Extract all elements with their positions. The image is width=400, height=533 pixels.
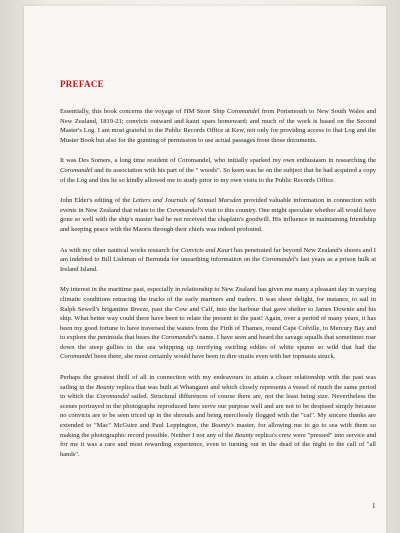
text-run: It was Des Somers, a long time resident of Coromandel, who initially sparked my own enthusiasm in researching the [60,157,376,165]
italic-title-text: Coromandel's [161,334,198,342]
paragraph [60,107,376,145]
text-run: As with my other nautical works research for [60,246,181,254]
page-content [60,16,376,459]
paragraph [60,285,376,362]
italic-title-text: Coromandel's [262,256,299,264]
italic-title-text: Letters and Journals of Samuel Marsden [132,197,242,205]
paragraph [60,156,376,185]
page-title: PREFACE [60,79,104,89]
text-run: master, for allowing me to go to sea with them so making the photographic record possible. Neither I nor any of the [60,422,377,439]
book-page [24,6,386,533]
italic-title-text: Coromandel's [166,206,204,214]
text-run: Essentially, this book concerns the voyage of HM Store Ship [60,108,227,115]
page-number: 1 [372,502,376,510]
italic-title-text: Bounty's [211,422,234,430]
text-run: John Elder's editing of the [60,197,133,205]
text-run: , past the Cow and Calf, into the harbour that gave shelter to James Downie and his ship. What better way could there have been to relate the present to the past! Again, over a period of many years, it has been my good fortune to have traversed the waters from the Firth of Thames, round Cape Colville, to Mercury Bay and to explore the peninsula that bears the [60,305,376,342]
paragraph [60,196,376,234]
italic-title-text: Coromandel [60,166,93,174]
text-run: from Portsmouth to New South Wales and New Zealand, 1819-21; convicts outward and kauri spars homeward; and much of the work is based on the Second Master's Log. I am most grateful to the Public Records Office at Kew, not only for providing access to that Log and the Muster Book but also for the granting of permission to use actual passages from those documents. [60,108,376,144]
text-run: My interest in the maritime past, especially in relationship to New Zealand has given me many a pleasant day in varying climatic conditions retracing the tracks of the early mariners and traders. It was sheer delight, for instance, to sail in Ralph Sewell's brigantine [60,286,376,313]
italic-title-text: Bounty [234,431,254,439]
text-run: and its association with his part of the " woods". So keen was he on the subject that he had acquired a copy of the Log and this he so kindly allowed me to study prior to my own visits to the Public Records Office. [60,166,376,184]
text-run: Perhaps the greatest thrill of all in connection with my endeavours to attain a closer relationship with the past was sailing in the [60,374,376,391]
italic-title-text: Bounty [95,383,115,391]
italic-title-text: Breeze [130,305,149,313]
text-run: replica's crew were "pressed" into service and for me it was a rare and most rewarding experience, even to turning out in the dead of the night to the call of "all hands". [60,431,376,458]
italic-title-text: Coromandel [60,353,93,361]
paragraph [60,373,376,459]
italic-title-text: Coromandel [226,108,260,115]
text-run: visit to this country. One might speculate whether all would have gone so well with the ship's master had he not received the chaplain's goodwill. His influence in maintaining friendship and keeping peace with the Maoris through their chiefs was indeed profound. [60,206,376,233]
text-run: provided valuable information in connection with events in New Zealand that relate to the [60,197,376,214]
text-run: sailed. Structural differences of course there are, not the least being size. Nevertheless the scenes portrayed in the photographs reproduced here serve our purpose well and are not to be despised simply because no convicts are to be seen triced up in the shrouds and being mercilessly flogged with the "cat". My sincere thanks are extended to "Mac" McGuire and Paul Leppington, the [60,393,376,430]
italic-title-text: Coromandel [96,393,129,401]
text-run: name. I have seen and heard the savage squalls that sometimes roar down the steep gullies to the sea whipping up terrifying swirling eddies of white spume so wild that had the [60,334,376,351]
paragraph [60,246,376,275]
text-run: has penetrated far beyond New Zealand's shores and I am indebted to Bill Lishman of Bermuda for unearthing information on the [60,246,376,264]
text-run: been there, she most certainly would have been in dire straits even with her topmasts struck. [92,353,336,361]
text-run: last years as a prison hulk at Ireland Island. [60,256,377,273]
body-text [60,107,376,459]
italic-title-text: Convicts and Kauri [180,246,233,254]
text-run: replica that was built at Whangarei and which closely represents a vessel of much the same period in which the [60,383,376,401]
